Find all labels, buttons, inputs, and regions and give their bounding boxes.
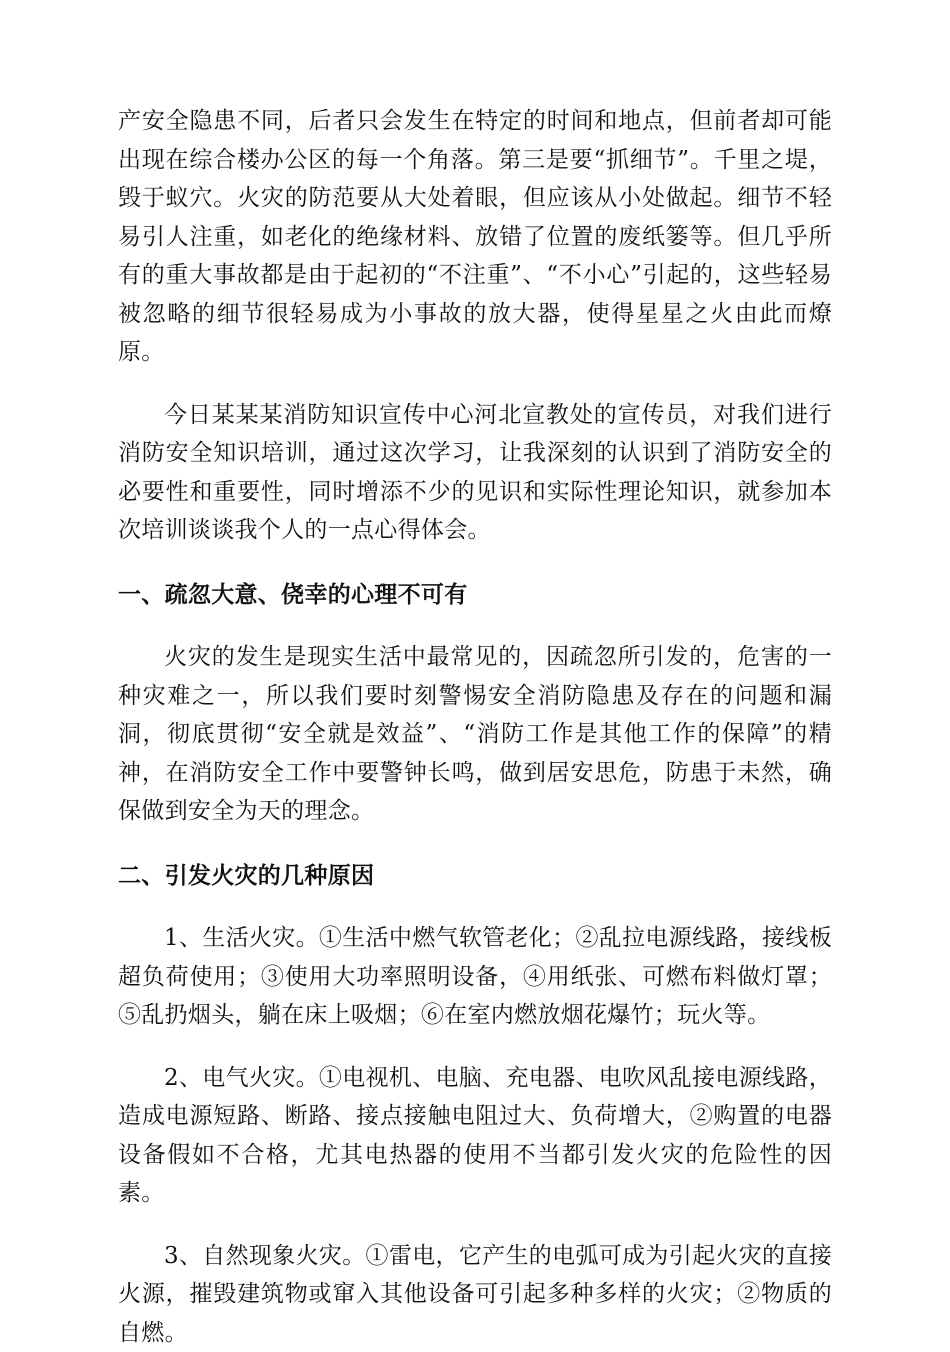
section-heading-one: 一、疏忽大意、侥幸的心理不可有: [118, 576, 832, 615]
paragraph-negligence: 火灾的发生是现实生活中最常见的，因疏忽所引发的，危害的一种灾难之一，所以我们要时刻警惕安全消防隐患及存在的问题和漏洞，彻底贯彻“安全就是效益”、“消防工作是其他工作的保障”的精神，在消防安全工作中要警钟长鸣，做到居安思危，防患于未然，确保做到安全为天的理念。: [118, 638, 832, 831]
paragraph-training-reflection: 今日某某某消防知识宣传中心河北宣教处的宣传员，对我们进行消防安全知识培训，通过这次学习，让我深刻的认识到了消防安全的必要性和重要性，同时增添不少的见识和实际性理论知识，就参加本次培训谈谈我个人的一点心得体会。: [118, 396, 832, 550]
paragraph-electrical-fires: 2、电气火灾。①电视机、电脑、充电器、电吹风乱接电源线路，造成电源短路、断路、接点接触电阻过大、负荷增大，②购置的电器设备假如不合格，尤其电热器的使用不当都引发火灾的危险性的因素。: [118, 1059, 832, 1213]
paragraph-domestic-fires: 1、生活火灾。①生活中燃气软管老化；②乱拉电源线路，接线板超负荷使用；③使用大功率照明设备，④用纸张、可燃布料做灯罩；⑤乱扔烟头，躺在床上吸烟；⑥在室内燃放烟花爆竹；玩火等。: [118, 919, 832, 1035]
paragraph-natural-fires: 3、自然现象火灾。①雷电，它产生的电弧可成为引起火灾的直接火源，摧毁建筑物或窜入其他设备可引起多种多样的火灾；②物质的自燃。: [118, 1237, 832, 1352]
section-heading-two: 二、引发火灾的几种原因: [118, 857, 832, 896]
paragraph-intro-continued: 产安全隐患不同，后者只会发生在特定的时间和地点，但前者却可能出现在综合楼办公区的每一个角落。第三是要“抓细节”。千里之堤，毁于蚁穴。火灾的防范要从大处着眼，但应该从小处做起。细节不轻易引人注重，如老化的绝缘材料、放错了位置的废纸篓等。但几乎所有的重大事故都是由于起初的“不注重”、“不小心”引起的，这些轻易被忽略的细节很轻易成为小事故的放大器，使得星星之火由此而燎原。: [118, 102, 832, 372]
document-page: [118, 102, 832, 1352]
